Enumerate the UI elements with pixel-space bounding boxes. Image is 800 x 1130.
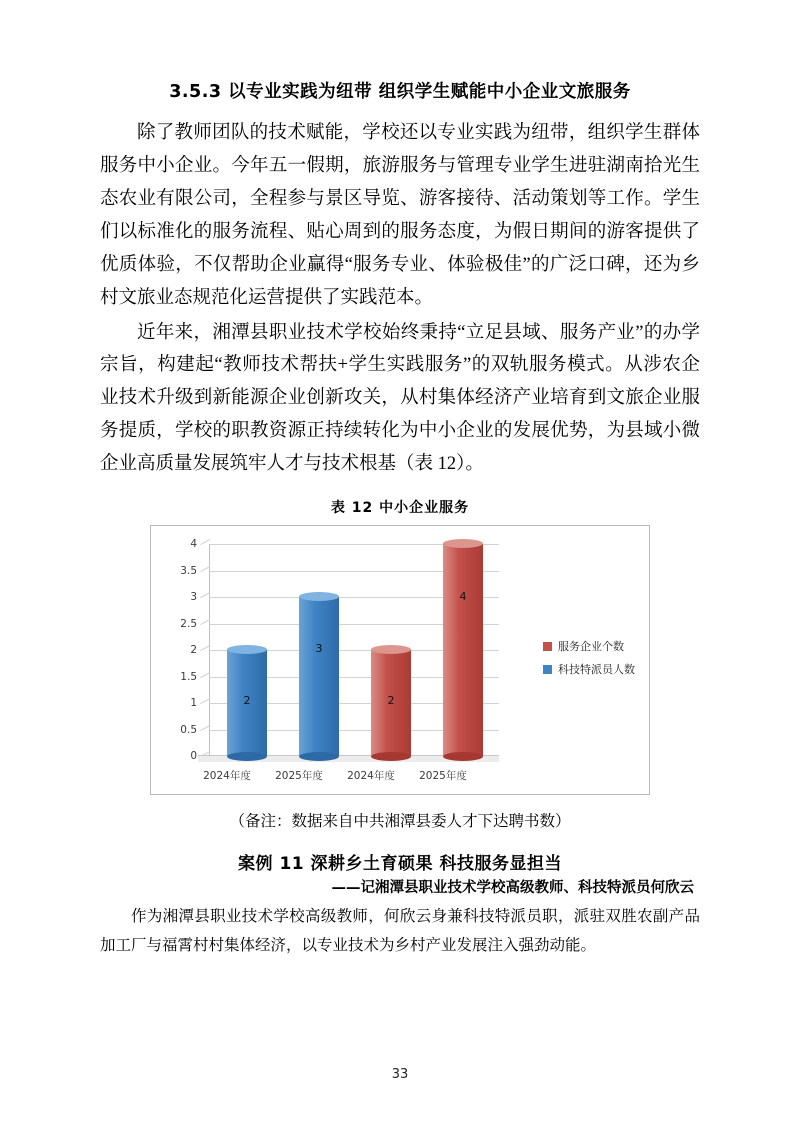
- bar-value-label-3: 2: [387, 694, 395, 708]
- bar-value-label-4: 4: [459, 590, 467, 604]
- x-tick-1: 2024年度: [203, 770, 251, 783]
- bar-value-label-1: 2: [243, 694, 251, 708]
- bar-chart: [150, 525, 650, 795]
- x-tick-4: 2025年度: [419, 770, 467, 783]
- section-heading: 3.5.3 以专业实践为纽带 组织学生赋能中小企业文旅服务: [169, 82, 631, 102]
- chart-legend: [543, 638, 635, 684]
- legend-item-fuwu: [543, 638, 635, 654]
- case-title: 案例 11 深耕乡土育硕果 科技服务显担当: [238, 854, 562, 875]
- legend-label-keji: 科技特派员人数: [558, 663, 635, 677]
- y-tick-3-5: 3.5: [180, 564, 197, 577]
- paragraph-1: 除了教师团队的技术赋能，学校还以专业实践为纽带，组织学生群体服务中小企业。今年五一假期，旅游服务与管理专业学生进驻湖南拾光生态农业有限公司，全程参与景区导览、游客接待、活动策划等工作。学生们以标准化的服务流程、贴心周到的服务态度，为假日期间的游客提供了优质体验，不仅帮助企业赢得“服务专业、体验极佳”的广泛口碑，还为乡村文旅业态规范化运营提供了实践范本。: [100, 123, 700, 308]
- x-tick-3: 2024年度: [347, 770, 395, 783]
- bar-front: [299, 597, 339, 756]
- legend-swatch-icon: [543, 665, 552, 674]
- y-tick-1: 1: [190, 697, 197, 710]
- y-tick-2: 2: [190, 644, 197, 657]
- legend-swatch-icon: [543, 642, 552, 651]
- bar-value-label-2: 3: [315, 642, 323, 656]
- y-tick-3: 3: [190, 591, 197, 604]
- bar-series-fuwu-2025: [443, 544, 483, 756]
- paragraph-3: 作为湘潭县职业技术学校高级教师，何欣云身兼科技特派员职，派驻双胜农副产品加工厂与福霄村村集体经济，以专业技术为乡村产业发展注入强劲动能。: [100, 908, 700, 954]
- chart-title: 表 12 中小企业服务: [330, 500, 470, 517]
- y-tick-0-5: 0.5: [180, 723, 197, 736]
- page-content: [100, 78, 700, 960]
- case-subtitle: ——记湘潭县职业技术学校高级教师、科技特派员何欣云: [331, 880, 694, 897]
- y-tick-0: 0: [190, 750, 197, 763]
- legend-item-keji: [543, 661, 635, 677]
- paragraph-2: 近年来，湘潭县职业技术学校始终秉持“立足县域、服务产业”的办学宗旨，构建起“教师技术帮扶+学生实践服务”的双轨服务模式。从涉农企业技术升级到新能源企业创新攻关，从村集体经济产业培育到文旅企业服务提质，学校的职教资源正持续转化为中小企业的发展优势，为县域小微企业高质量发展筑牢人才与技术根基（表 12）。: [100, 322, 700, 475]
- gridline-depth: [200, 539, 210, 545]
- bar-series-keji-2025: [299, 597, 339, 756]
- y-tick-2-5: 2.5: [180, 617, 197, 630]
- chart-plot-area: [209, 544, 499, 756]
- chart-note: （备注：数据来自中共湘潭县委人才下达聘书数）: [229, 813, 571, 831]
- y-tick-4: 4: [190, 538, 197, 551]
- page-number: 33: [391, 1067, 409, 1082]
- x-tick-2: 2025年度: [275, 770, 323, 783]
- y-tick-1-5: 1.5: [180, 670, 197, 683]
- bar-front: [443, 544, 483, 756]
- legend-label-fuwu: 服务企业个数: [558, 640, 624, 654]
